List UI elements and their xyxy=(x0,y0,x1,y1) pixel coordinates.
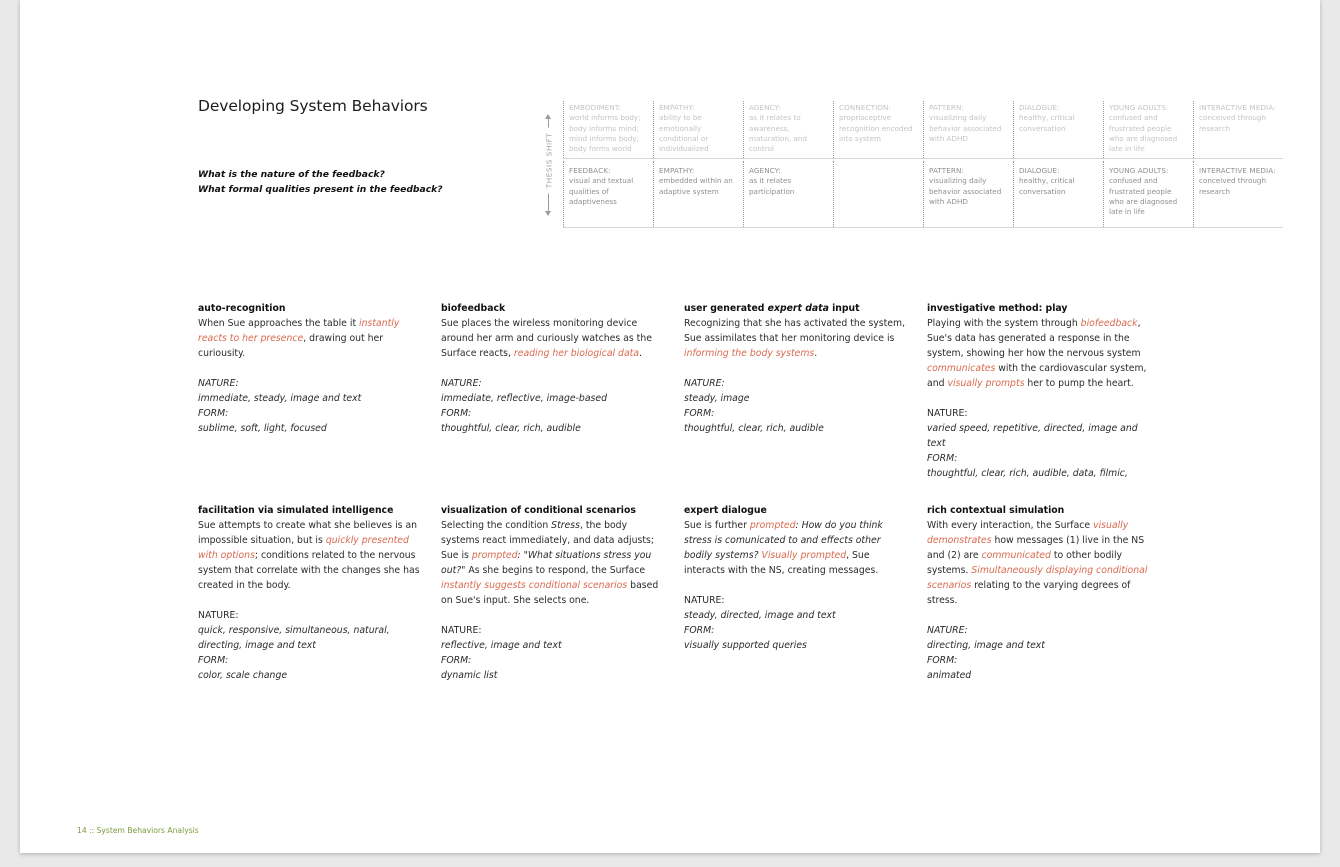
behavior-investigative-play xyxy=(927,301,1157,481)
form-label: FORM: xyxy=(684,408,715,419)
cell-label: AGENCY: xyxy=(749,103,781,112)
cell-text: visual and textual qualities of adaptiveness xyxy=(569,176,634,206)
cell-text: healthy, critical conversation xyxy=(1019,113,1075,133)
behavior-description xyxy=(684,316,906,361)
page-title: Developing System Behaviors xyxy=(198,97,428,115)
desc-highlight: prompted xyxy=(749,520,796,531)
nature-label: NATURE: xyxy=(441,625,482,636)
nature-label: NATURE: xyxy=(441,378,482,389)
title-part: user generated xyxy=(684,303,768,314)
desc-italic: : How do you think stress is comunicated to and effects other bodily systems? xyxy=(684,520,883,561)
desc-text: based on Sue's input. She selects one. xyxy=(441,580,659,606)
cell-label: INTERACTIVE MEDIA: xyxy=(1199,166,1276,175)
behavior-description xyxy=(684,518,906,578)
behavior-rich-simulation xyxy=(927,503,1149,683)
thesis-grid xyxy=(563,101,1283,228)
cell-text: healthy, critical conversation xyxy=(1019,176,1075,196)
page-footer: 14 :: System Behaviors Analysis xyxy=(77,826,199,835)
form-value: thoughtful, clear, rich, audible xyxy=(684,423,824,434)
desc-highlight: instantly reacts to her presence xyxy=(198,318,400,344)
title-part-italic: expert data xyxy=(767,303,829,314)
desc-text: relating to the varying degrees of stress. xyxy=(927,580,1131,606)
desc-text: . xyxy=(814,348,818,359)
behavior-description xyxy=(927,316,1157,391)
grid-cell xyxy=(1103,101,1187,158)
cell-text: embedded within an adaptive system xyxy=(659,176,733,196)
cell-text: as it relates to awareness, maturation, and control xyxy=(749,113,807,154)
desc-text: Playing with the system through xyxy=(927,318,1081,329)
cell-label: INTERACTIVE MEDIA: xyxy=(1199,103,1276,112)
cell-label: DIALOGUE: xyxy=(1019,166,1060,175)
form-value: sublime, soft, light, focused xyxy=(198,423,327,434)
grid-cell xyxy=(653,161,737,227)
question-2: What formal qualities present in the feedback? xyxy=(198,184,443,195)
cell-label: EMBODIMENT: xyxy=(569,103,622,112)
grid-cell xyxy=(923,101,1007,158)
grid-cell xyxy=(743,161,827,227)
behavior-expert-dialogue xyxy=(684,503,906,653)
grid-cell xyxy=(1193,101,1283,158)
thesis-shift-indicator xyxy=(538,112,560,212)
form-label: FORM: xyxy=(927,655,958,666)
nature-value: steady, directed, image and text xyxy=(684,610,836,621)
cell-label: FEEDBACK: xyxy=(569,166,611,175)
document-page xyxy=(20,0,1320,853)
cell-label: YOUNG ADULTS: xyxy=(1109,166,1169,175)
behavior-title: rich contextual simulation xyxy=(927,505,1065,516)
grid-cell xyxy=(1193,161,1283,227)
desc-highlight: Visually prompted xyxy=(761,550,847,561)
nature-value: quick, responsive, simultaneous, natural, directing, image and text xyxy=(198,625,390,651)
behavior-description xyxy=(198,518,420,593)
desc-text: With every interaction, the Surface xyxy=(927,520,1094,531)
guiding-questions xyxy=(198,167,443,197)
grid-row-original xyxy=(563,101,1283,159)
form-label: FORM: xyxy=(441,408,472,419)
form-value: dynamic list xyxy=(441,670,498,681)
desc-highlight: reading her biological data xyxy=(513,348,639,359)
cell-label: PATTERN: xyxy=(929,103,965,112)
nature-label: NATURE: xyxy=(927,408,968,419)
desc-text: As she begins to respond, the Surface xyxy=(465,565,646,576)
cell-text: proprioceptive recognition encoded into system xyxy=(839,113,913,143)
desc-text: , Sue interacts with the NS, creating messages. xyxy=(684,550,879,576)
behavior-facilitation xyxy=(198,503,420,683)
behavior-title: biofeedback xyxy=(441,303,506,314)
grid-row-revised xyxy=(563,161,1283,228)
desc-text: how messages (1) live in the NS and (2) are xyxy=(927,535,1145,561)
behavior-title: visualization of conditional scenarios xyxy=(441,505,636,516)
cell-text: confused and frustrated people who are diagnosed late in life xyxy=(1109,176,1178,217)
behavior-title xyxy=(684,301,906,316)
cell-text: visualizing daily behavior associated with ADHD xyxy=(929,113,1002,143)
cell-text: confused and frustrated people who are diagnosed late in life xyxy=(1109,113,1178,154)
cell-text: world informs body; body informs mind; mind informs body; body forms world xyxy=(569,113,641,154)
nature-value: immediate, steady, image and text xyxy=(198,393,362,404)
form-label: FORM: xyxy=(927,453,958,464)
cell-label: DIALOGUE: xyxy=(1019,103,1060,112)
desc-italic: Stress xyxy=(551,520,580,531)
cell-label: CONNECTION: xyxy=(839,103,892,112)
grid-cell xyxy=(833,101,917,158)
desc-highlight: Simultaneously displaying conditional scenarios xyxy=(927,565,1148,591)
title-part: input xyxy=(828,303,860,314)
desc-text: , the body systems react immediately, and data adjusts; Sue is xyxy=(441,520,654,561)
desc-text: , drawing out her curiousity. xyxy=(198,333,384,359)
desc-text: Selecting the condition xyxy=(441,520,552,531)
desc-highlight: instantly suggests conditional scenarios xyxy=(441,580,628,591)
grid-cell xyxy=(1103,161,1187,227)
behavior-description xyxy=(927,518,1149,608)
question-1: What is the nature of the feedback? xyxy=(198,169,385,180)
down-arrow-icon xyxy=(545,211,551,216)
desc-text: When Sue approaches the table it xyxy=(198,318,360,329)
desc-highlight: visually demonstrates xyxy=(927,520,1129,546)
cell-label: EMPATHY: xyxy=(659,103,695,112)
behavior-title: facilitation via simulated intelligence xyxy=(198,505,394,516)
behavior-description xyxy=(441,518,663,608)
form-label: FORM: xyxy=(441,655,472,666)
form-value: color, scale change xyxy=(198,670,288,681)
form-value: thoughtful, clear, rich, audible xyxy=(441,423,581,434)
desc-text: , Sue's data has generated a response in the system, showing her how the nervous system xyxy=(927,318,1141,359)
desc-text: Sue places the wireless monitoring device around her arm and curiously watches as the Surface reacts, xyxy=(441,318,652,359)
grid-cell xyxy=(653,101,737,158)
behavior-title: investigative method: play xyxy=(927,303,1068,314)
desc-text: to other bodily systems. xyxy=(927,550,1123,576)
desc-highlight: communicated xyxy=(981,550,1051,561)
cell-text: visualizing daily behavior associated with ADHD xyxy=(929,176,1002,206)
grid-cell xyxy=(1013,161,1097,227)
desc-italic: : "What situations stress you out?" xyxy=(441,550,652,576)
nature-label: NATURE: xyxy=(684,595,725,606)
nature-label: NATURE: xyxy=(198,378,239,389)
behavior-user-generated-input xyxy=(684,301,906,436)
desc-highlight: quickly presented with options xyxy=(198,535,409,561)
nature-value: immediate, reflective, image-based xyxy=(441,393,607,404)
nature-value: reflective, image and text xyxy=(441,640,562,651)
nature-value: directing, image and text xyxy=(927,640,1045,651)
cell-label: AGENCY: xyxy=(749,166,781,175)
cell-text: conceived through research xyxy=(1199,113,1267,133)
form-value: visually supported queries xyxy=(684,640,807,651)
desc-text: ; conditions related to the nervous system that correlate with the changes she has created in the body. xyxy=(198,550,420,591)
nature-label: NATURE: xyxy=(927,625,968,636)
cell-label: YOUNG ADULTS: xyxy=(1109,103,1169,112)
cell-text: ability to be emotionally conditional or individualized xyxy=(659,113,709,154)
cell-text: as it relates participation xyxy=(749,176,795,196)
desc-text: her to pump the heart. xyxy=(1024,378,1134,389)
desc-highlight: informing the body systems xyxy=(684,348,815,359)
cell-label: EMPATHY: xyxy=(659,166,695,175)
desc-highlight: biofeedback xyxy=(1080,318,1138,329)
desc-text: . xyxy=(639,348,642,359)
grid-cell xyxy=(1013,101,1097,158)
grid-cell-empty xyxy=(833,161,917,227)
desc-text: Recognizing that she has activated the system, Sue assimilates that her monitoring device is xyxy=(684,318,906,344)
form-label: FORM: xyxy=(198,408,229,419)
behavior-description xyxy=(441,316,663,361)
cell-text: conceived through research xyxy=(1199,176,1267,196)
desc-highlight: communicates xyxy=(927,363,996,374)
behavior-description xyxy=(198,316,420,361)
nature-label: NATURE: xyxy=(198,610,239,621)
desc-text: with the cardiovascular system, and xyxy=(927,363,1147,389)
thesis-shift-label: THESIS SHIFT xyxy=(545,128,554,194)
form-label: FORM: xyxy=(198,655,229,666)
desc-highlight: prompted xyxy=(471,550,518,561)
nature-label: NATURE: xyxy=(684,378,725,389)
behavior-auto-recognition xyxy=(198,301,420,436)
desc-text: Sue attempts to create what she believes is an impossible situation, but is xyxy=(198,520,418,546)
desc-text: Sue is further xyxy=(684,520,750,531)
nature-value: varied speed, repetitive, directed, image and text xyxy=(927,423,1138,449)
grid-cell xyxy=(563,101,647,158)
grid-cell xyxy=(923,161,1007,227)
grid-cell xyxy=(743,101,827,158)
behavior-visualization xyxy=(441,503,663,683)
behavior-title: auto-recognition xyxy=(198,303,286,314)
behavior-biofeedback xyxy=(441,301,663,436)
form-value: thoughtful, clear, rich, audible, data, filmic, xyxy=(927,468,1128,479)
desc-highlight: visually prompts xyxy=(947,378,1025,389)
nature-value: steady, image xyxy=(684,393,750,404)
form-label: FORM: xyxy=(684,625,715,636)
cell-label: PATTERN: xyxy=(929,166,965,175)
grid-cell xyxy=(563,161,647,227)
behavior-title: expert dialogue xyxy=(684,505,767,516)
form-value: animated xyxy=(927,670,972,681)
